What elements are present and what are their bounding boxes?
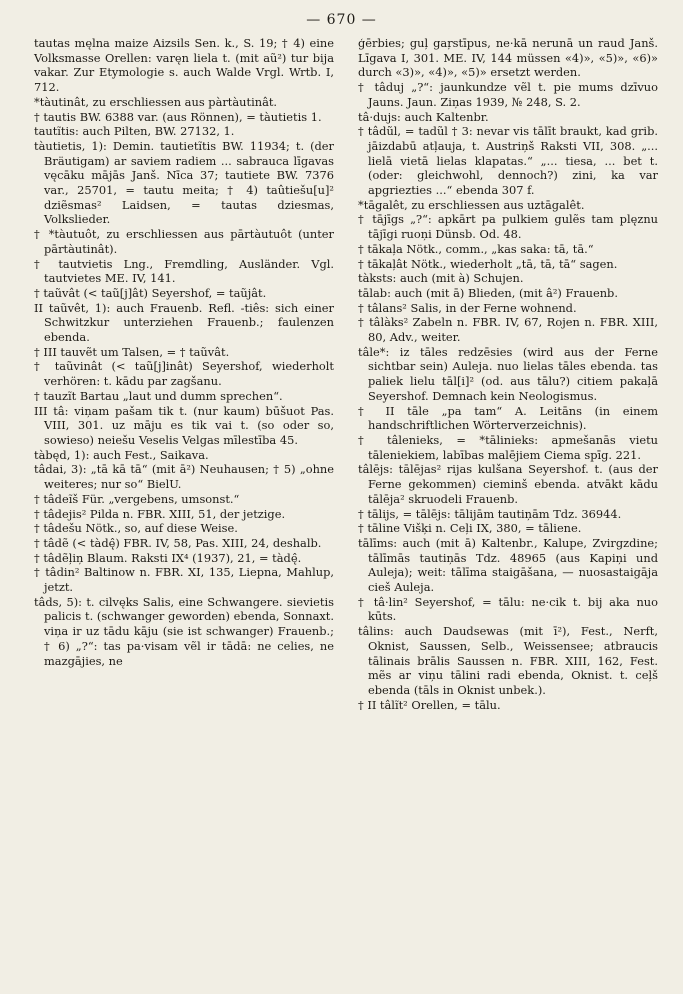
dictionary-entry: tàksts: auch (mit à) Schujen. (358, 271, 524, 286)
dictionary-entry: † taũvât (< taũ[j]ât) Seyershof, = taũjât. (34, 285, 267, 300)
dictionary-entry: † tâdũl, = tadũl † 3: nevar vis tālīt braukt, kad grib. jāizdabū atļauja, t. Austriņš Raksti VII, 308. „... lielā vietā lielas klapatas.“ „... tiesa, ... bet t. (oder: gleichwohl, dennoch?) zini, ka var apgriezties ...“ ebenda 307 f. (358, 124, 658, 198)
dictionary-entry: † tâ·lin² Seyershof, = tālu: ne·cik t. bij aka nuo kūts. (358, 594, 658, 624)
dictionary-entry: tâ·dujs: auch Kaltenbr. (358, 109, 489, 124)
dictionary-entry: *tàutinât, zu erschliessen aus pàrtàutinât. (34, 94, 278, 109)
dictionary-entry: † tākaļa Nötk., comm., „kas saka: tā, tā.“ (358, 241, 594, 256)
left-column (34, 36, 334, 984)
dictionary-entry: † tâdešu Nötk., so, auf diese Weise. (34, 521, 238, 536)
dictionary-entry: II taũvêt, 1): auch Frauenb. Refl. -tiês: sich einer Schwitzkur unterziehen Frauenb.; faulenzen ebenda. (34, 300, 334, 345)
dictionary-entry: tâle*: iz tāles redzēsies (wird aus der Ferne sichtbar sein) Auleja. nuo lielas tāles ebenda. tas paliek lielu tāl[i]² (od. aus tālu?) citiem pakaļā Seyershof. Demnach kein Neologismus. (358, 344, 658, 403)
dictionary-entry: tautĩtis: auch Pilten, BW. 27132, 1. (34, 124, 235, 139)
dictionary-entry: † tāline Višķi n. Ceļi IX, 380, = tāliene. (358, 521, 582, 536)
dictionary-entry: ģērbies; guļ gaŗstīpus, ne·kā nerunā un raud Janš. Līgava I, 301. ME. IV, 144 müssen «4)», «5)», «6)» durch «3)», «4)», «5)» ersetzt werden. (358, 36, 658, 80)
dictionary-entry: *tāgalêt, zu erschliessen aus uztāgalêt. (358, 197, 585, 212)
page-number: — 670 — (306, 12, 377, 28)
dictionary-entry: tālab: auch (mit ā) Blieden, (mit â²) Frauenb. (358, 285, 618, 300)
dictionary-entry: † II tāle „pa tam“ A. Leitāns (in einem handschriftlichen Wörterverzeichnis). (358, 403, 658, 433)
dictionary-entry: † II tâlĩt² Orellen, = tālu. (358, 697, 501, 712)
dictionary-entry: † tâduj „?“: jaunkundze vẽl t. pie mums dzīvuo Jauns. Jaun. Ziņas 1939, № 248, S. 2. (358, 80, 658, 109)
dictionary-entry: † tâdẽ (< tàdę̂) FBR. IV, 58, Pas. XIII, 24, deshalb. (34, 535, 322, 550)
dictionary-entry: tâlins: auch Daudsewas (mit ī²), Fest., Nerft, Oknist, Saussen, Selb., Weissensee; atbraucis tālinais brālis Saussen n. FBR. XIII, 162, Fest. mẽs ar viņu tālini radi ebenda, Oknist. t. ceļš ebenda (tāls in Oknist unbek.). (358, 624, 658, 697)
dictionary-entry: tàutietis, 1): Demin. tautietĩtis BW. 11934; t. (der Bräutigam) ar saviem radiem ... sabrauca līgavas vęcāku mājās Janš. Nīca 37; tautiete BW. 7376 var., 25701, = tautu meita; † 4) taûtiešu[u]² dziẽsmas² Laidsen, = tautas dziesmas, Volkslieder. (34, 138, 334, 227)
dictionary-entry: tâds, 5): t. cilvęks Salis, eine Schwangere. sievietis palicis t. (schwanger geworden) ebenda, Sonnaxt. viņa ir uz tādu kāju (sie ist schwanger) Frauenb.; † 6) „?“: tas pa·visam vẽl ir tādā: ne celies, ne mazgājies, ne (34, 594, 334, 668)
dictionary-entry: † tautis BW. 6388 var. (aus Rönnen), = tàutietis 1. (34, 109, 322, 124)
dictionary-entry: † tautvietis Lng., Fremdling, Ausländer. Vgl. tautvietes ME. IV, 141. (34, 256, 334, 286)
dictionary-entry: † III tauvẽt um Talsen, = † taũvât. (34, 344, 230, 359)
dictionary-entry: tàbęd, 1): auch Fest., Saikava. (34, 447, 209, 462)
right-column (358, 36, 658, 984)
dictionary-entry: † taũvinât (< taũ[j]inât) Seyershof, wiederholt verhören: t. kādu par zagšanu. (34, 359, 334, 389)
dictionary-entry: † tauzĩt Bartau „laut und dumm sprechen“. (34, 388, 283, 403)
dictionary-entry: † tālijs, = tālējs: tālijām tautiņām Tdz. 36944. (358, 506, 622, 521)
dictionary-entry: † tākaļât Nötk., wiederholt „tā, tā, tā“ sagen. (358, 256, 618, 271)
dictionary-entry: † tâdeĩš Für. „vergebens, umsonst.“ (34, 491, 240, 506)
dictionary-entry: tâdai, 3): „tā kā tā“ (mit ā²) Neuhausen; † 5) „ohne weiteres; nur so“ BielU. (34, 462, 334, 492)
dictionary-entry: † *tàutuôt, zu erschliessen aus pārtàutuôt (unter pārtàutinât). (34, 227, 334, 256)
dictionary-entry: † tâlenieks, = *tālinieks: apmešanās vietu tāleniekiem, labības malējiem Ciema spīg. 221. (358, 432, 658, 462)
dictionary-entry: † tâdejis² Pilda n. FBR. XIII, 51, der jetzige. (34, 506, 286, 521)
dictionary-entry: † tâlàks² Zabeln n. FBR. IV, 67, Rojen n. FBR. XIII, 80, Adv., weiter. (358, 315, 658, 345)
dictionary-entry: † tâlans² Salis, in der Ferne wohnend. (358, 300, 577, 315)
dictionary-entry: † tâdin² Baltinow n. FBR. XI, 135, Liepna, Mahlup, jetzt. (34, 565, 334, 595)
dictionary-entry: † tâdẽļiņ Blaum. Raksti IX⁴ (1937), 21, = tàdę̂. (34, 550, 302, 565)
dictionary-entry: tâlējs: tālējas² rijas kulšana Seyershof. t. (aus der Ferne gekommen) cieminš ebenda. atvākt kādu tālēja² skruodeli Frauenb. (358, 462, 658, 506)
dictionary-entry: † tājīgs „?“: apkārt pa pulkiem gulẽs tam plęznu tājīgi ruoņi Dünsb. Od. 48. (358, 212, 658, 242)
dictionary-entry: III tâ: viņam pašam tik t. (nur kaum) būšuot Pas. VIII, 301. uz māju es tik vai t. (so oder so, sowieso) neiešu Veselis Velgas mīlestība 45. (34, 403, 334, 447)
dictionary-entry: tālīms: auch (mit ā) Kaltenbr., Kalupe, Zvirgzdine; tālīmās tautiņās Tdz. 48965 (aus Kapiņi und Auleja); weit: tālīma staigāšana, — nuosastaigāja cieš Auleja. (358, 535, 658, 595)
dictionary-entry: tautas męlna maize Aizsils Sen. k., S. 19; † 4) eine Volksmasse Orellen: varęn liela t. (mit aũ²) tur bija vakar. Zur Etymologie s. auch Walde Vrgl. Wrtb. I, 712. (34, 36, 334, 95)
